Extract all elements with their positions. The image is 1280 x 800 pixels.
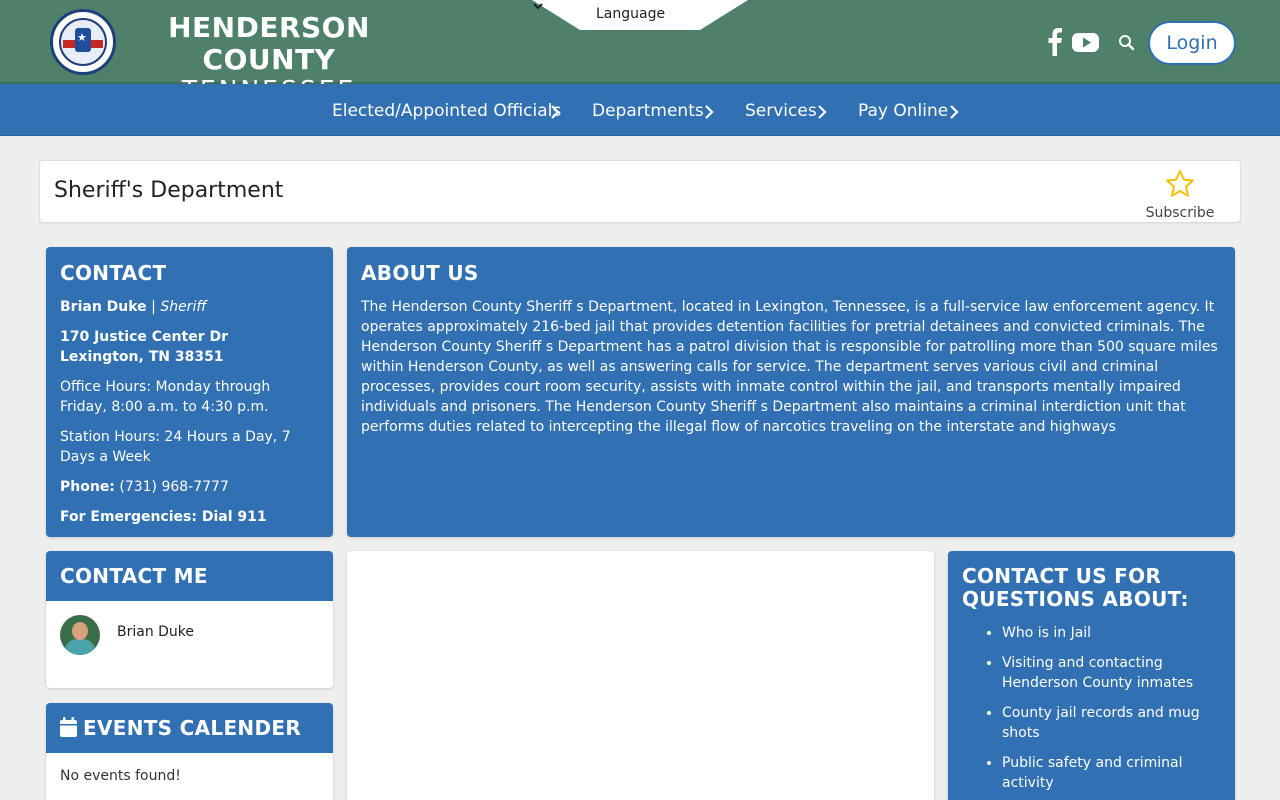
- contact-me-card: [46, 551, 333, 688]
- page-title: Sheriff's Department: [54, 178, 284, 203]
- seal-star-icon: ★: [77, 31, 87, 44]
- nav-item-label: Departments: [592, 101, 704, 121]
- contact-card: [46, 247, 333, 537]
- nav-item-pay-online[interactable]: [858, 100, 948, 122]
- avatar-face: [72, 622, 88, 640]
- contact-name: Brian Duke: [60, 299, 147, 315]
- list-item: • Visiting and contacting Henderson County inmates: [1002, 653, 1221, 693]
- contact-me-name[interactable]: Brian Duke: [117, 624, 195, 640]
- chevron-right-icon: [704, 105, 714, 119]
- youtube-icon[interactable]: [1072, 28, 1100, 56]
- about-heading: ABOUT US: [361, 261, 479, 285]
- chevron-right-icon: [817, 105, 827, 119]
- phone-number[interactable]: (731) 968-7777: [119, 479, 229, 495]
- page-title-bar: [39, 160, 1241, 223]
- contact-role: Sheriff: [160, 299, 207, 315]
- station-hours: Station Hours: 24 Hours a Day, 7 Days a Week: [60, 429, 291, 465]
- about-card: [347, 247, 1235, 537]
- nav-item-label: Services: [745, 101, 817, 121]
- contact-address: [60, 327, 319, 367]
- nav-item-services[interactable]: [745, 100, 817, 122]
- search-icon[interactable]: [1118, 34, 1136, 52]
- avatar-shirt: [65, 639, 95, 655]
- nav-item-label: Elected/Appointed Officials: [332, 101, 562, 121]
- site-header: [0, 0, 1280, 84]
- events-card: [46, 703, 333, 800]
- nav-item-departments[interactable]: [592, 100, 704, 122]
- list-item: • Who is in Jail: [1002, 623, 1221, 643]
- emergency-line: [60, 507, 319, 527]
- nav-item-label: Pay Online: [858, 101, 949, 121]
- phone-label: Phone:: [60, 479, 115, 495]
- login-button[interactable]: Login: [1148, 21, 1236, 65]
- chevron-right-icon: [550, 105, 560, 119]
- language-label: Language: [596, 6, 666, 22]
- nav-item-officials[interactable]: [332, 100, 561, 122]
- contact-heading: CONTACT: [60, 261, 167, 285]
- address-line2: Lexington, TN 38351: [60, 349, 224, 365]
- questions-list: [1002, 623, 1221, 793]
- main-nav: [0, 84, 1280, 136]
- list-item: • Public safety and criminal activity: [1002, 753, 1221, 793]
- contact-me-heading: CONTACT ME: [60, 564, 208, 588]
- contact-separator: |: [151, 299, 156, 315]
- site-title-line1: HENDERSON COUNTY: [168, 11, 370, 76]
- about-body: The Henderson County Sheriff s Department, located in Lexington, Tennessee, is a full-service law enforcement agency. It operates approximately 216-bed jail that provides detention facilities for pretrial detainees and convicted criminals. The Henderson County Sheriff s Department has a patrol division that is responsible for patrolling more than 500 square miles within Henderson County, as well as answering calls for service. The department serves various civil and criminal processes, provides court room security, assists with inmate control within the jail, and transports mentally impaired individuals and prisoners. The Henderson County Sheriff s Department also maintains a criminal interdiction unit that performs duties related to intercepting the illegal flow of narcotics traveling on the interstate and highways: [361, 299, 1218, 435]
- chevron-right-icon: [949, 105, 959, 119]
- questions-heading: CONTACT US FOR QUESTIONS ABOUT:: [962, 564, 1189, 611]
- language-selector[interactable]: [532, 0, 748, 30]
- subscribe-button[interactable]: [1145, 169, 1215, 221]
- no-events-text: No events found!: [60, 768, 181, 784]
- list-item: • County jail records and mug shots: [1002, 703, 1221, 743]
- address-line1: 170 Justice Center Dr: [60, 329, 228, 345]
- contact-person: [60, 297, 319, 317]
- avatar[interactable]: [60, 615, 100, 655]
- calendar-icon: [60, 717, 77, 737]
- contact-me-header: [46, 551, 333, 601]
- subscribe-label: Subscribe: [1145, 205, 1215, 221]
- events-heading: EVENTS CALENDER: [83, 716, 302, 740]
- content-panel: [347, 551, 934, 800]
- contact-phone: [60, 477, 319, 497]
- events-heading-wrap: [60, 716, 319, 740]
- facebook-icon[interactable]: [1046, 28, 1064, 56]
- county-seal[interactable]: [50, 9, 116, 75]
- chevron-down-icon: [532, 0, 544, 12]
- star-icon: [1165, 169, 1195, 199]
- events-header: [46, 703, 333, 753]
- questions-card: [948, 551, 1235, 800]
- office-hours: Office Hours: Monday through Friday, 8:00 a.m. to 4:30 p.m.: [60, 379, 271, 415]
- emergency-text: For Emergencies: Dial 911: [60, 509, 267, 525]
